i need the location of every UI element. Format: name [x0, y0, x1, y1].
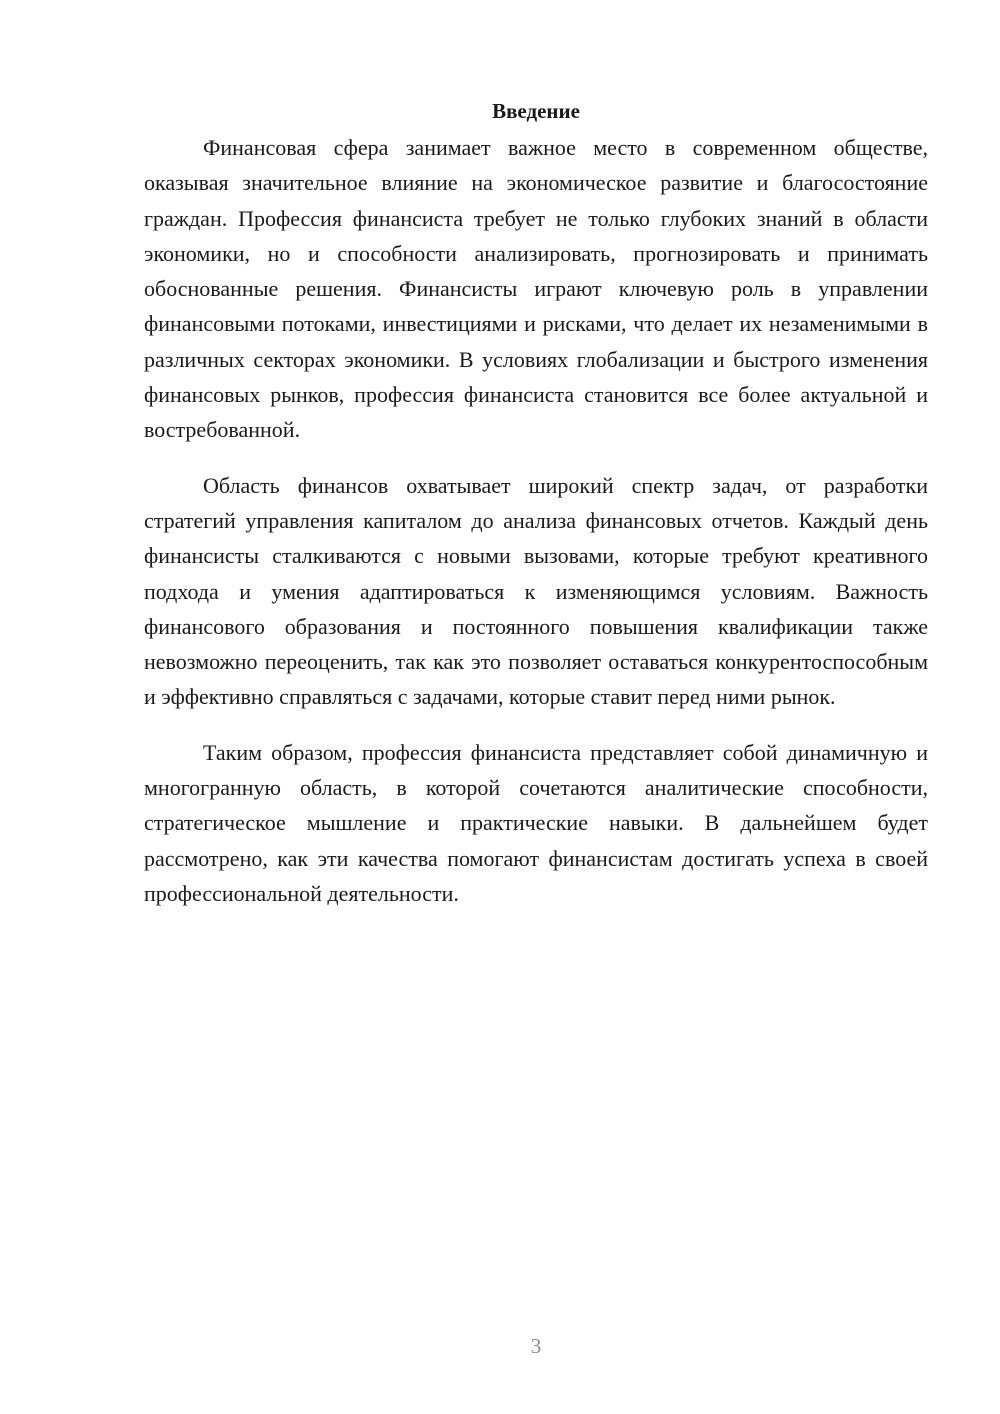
page-content: [144, 96, 928, 931]
paragraph-3: Таким образом, профессия финансиста представляет собой динамичную и многогранную область, в которой сочетаются аналитические способности, стратегическое мышление и практические навыки. В дальнейшем будет рассмотрено, как эти качества помогают финансистам достигать успеха в своей профессиональной деятельности.: [144, 739, 928, 906]
paragraph-1: Финансовая сфера занимает важное место в современном обществе, оказывая значительное влияние на экономическое развитие и благосостояние граждан. Профессия финансиста требует не только глубоких знаний в области экономики, но и способности анализировать, прогнозировать и принимать обоснованные решения. Финансисты играют ключевую роль в управлении финансовыми потоками, инвестициями и рисками, что делает их незаменимыми в различных секторах экономики. В условиях глобализации и быстрого изменения финансовых рынков, профессия финансиста становится все более актуальной и востребованной.: [144, 135, 928, 443]
paragraph-2: Область финансов охватывает широкий спектр задач, от разработки стратегий управления капиталом до анализа финансовых отчетов. Каждый день финансисты сталкиваются с новыми вызовами, которые требуют креативного подхода и умения адаптироваться к изменяющимся условиям. Важность финансового образования и постоянного повышения квалификации также невозможно переоценить, так как это позволяет оставаться конкурентоспособным и эффективно справляться с задачами, которые ставит перед ними рынок.: [144, 472, 928, 710]
section-title: Введение: [492, 99, 580, 123]
page-number: 3: [530, 1334, 542, 1358]
